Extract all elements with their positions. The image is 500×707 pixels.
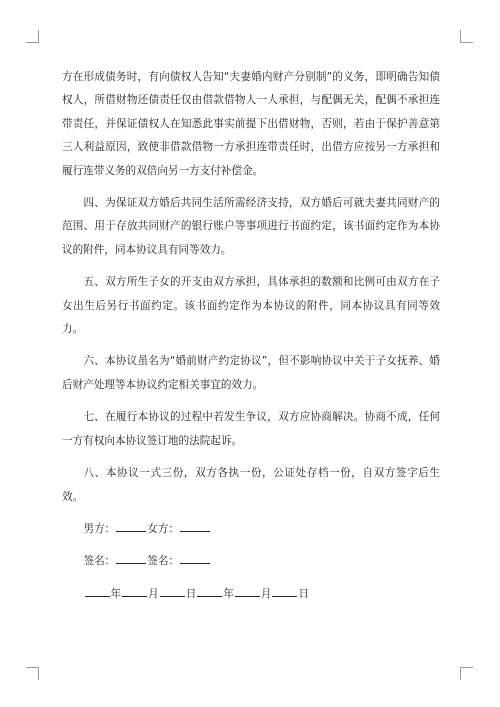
male-signature-blank bbox=[116, 551, 146, 564]
day-blank-2 bbox=[272, 584, 297, 597]
month-label-2: 月 bbox=[260, 587, 272, 600]
sign-label-female: 签名： bbox=[147, 555, 180, 568]
year-label-1: 年 bbox=[110, 587, 122, 600]
month-label-1: 月 bbox=[148, 587, 159, 600]
month-blank-2 bbox=[235, 584, 260, 597]
month-blank-1 bbox=[122, 584, 147, 597]
female-name-blank bbox=[180, 519, 210, 532]
male-label: 男方： bbox=[83, 522, 116, 535]
paragraph-clause-8: 八、本协议一式三份，双方各执一份，公证处存档一份，自双方签字后生效。 bbox=[62, 467, 440, 503]
crop-mark-top-left bbox=[26, 30, 39, 43]
party-names-line bbox=[62, 518, 440, 541]
paragraph-clause-6: 六、本协议虽名为“婚前财产约定协议”，但不影响协议中关于子女抚养、婚后财产处理等本协议约定相关事宜的效力。 bbox=[62, 355, 440, 391]
paragraph-clause-4: 四、为保证双方婚后共同生活所需经济支持，双方婚后可就夫妻共同财产的范围、用于存放共同财产的银行账户等事项进行书面约定，该书面约定作为本协议的附件，同本协议具有同等效力。 bbox=[62, 197, 440, 256]
year-blank-2 bbox=[197, 584, 222, 597]
paragraph-continuation: 方在形成债务时，有向债权人告知“夫妻婚内财产分别制”的义务，即明确告知债权人，所借财物还债责任仅由借款借物人一人承担，与配偶无关，配偶不承担连带责任，并保证债权人在知悉此事实前提下出借财物，否则，若由于保护善意第三人利益原因，致使非借款借物一方承担连带责任时，出借方应按另一方承担和履行连带义务的双倍向另一方支付补偿金。 bbox=[62, 71, 440, 177]
day-label-1: 日 bbox=[185, 587, 197, 600]
day-blank-1 bbox=[160, 584, 185, 597]
signatures-line bbox=[62, 550, 440, 573]
female-label: 女方： bbox=[147, 522, 180, 535]
female-signature-blank bbox=[180, 551, 210, 564]
date-line bbox=[62, 583, 440, 606]
year-label-2: 年 bbox=[223, 587, 234, 600]
crop-mark-bottom-right bbox=[460, 667, 473, 680]
paragraph-clause-5: 五、双方所生子女的开支由双方承担，具体承担的数额和比例可由双方在子女出生后另行书面约定。该书面约定作为本协议的附件，同本协议具有同等效力。 bbox=[62, 276, 440, 336]
day-label-2: 日 bbox=[298, 587, 310, 600]
paragraph-clause-7: 七、在履行本协议的过程中若发生争议，双方应协商解决。协商不成，任何一方有权向本协议签订地的法院起诉。 bbox=[62, 411, 440, 447]
year-blank-1 bbox=[85, 584, 110, 597]
sign-label-male: 签名： bbox=[83, 555, 116, 568]
crop-mark-top-right bbox=[460, 30, 473, 43]
crop-mark-bottom-left bbox=[26, 667, 39, 680]
male-name-blank bbox=[116, 519, 146, 532]
document-body bbox=[62, 66, 440, 615]
